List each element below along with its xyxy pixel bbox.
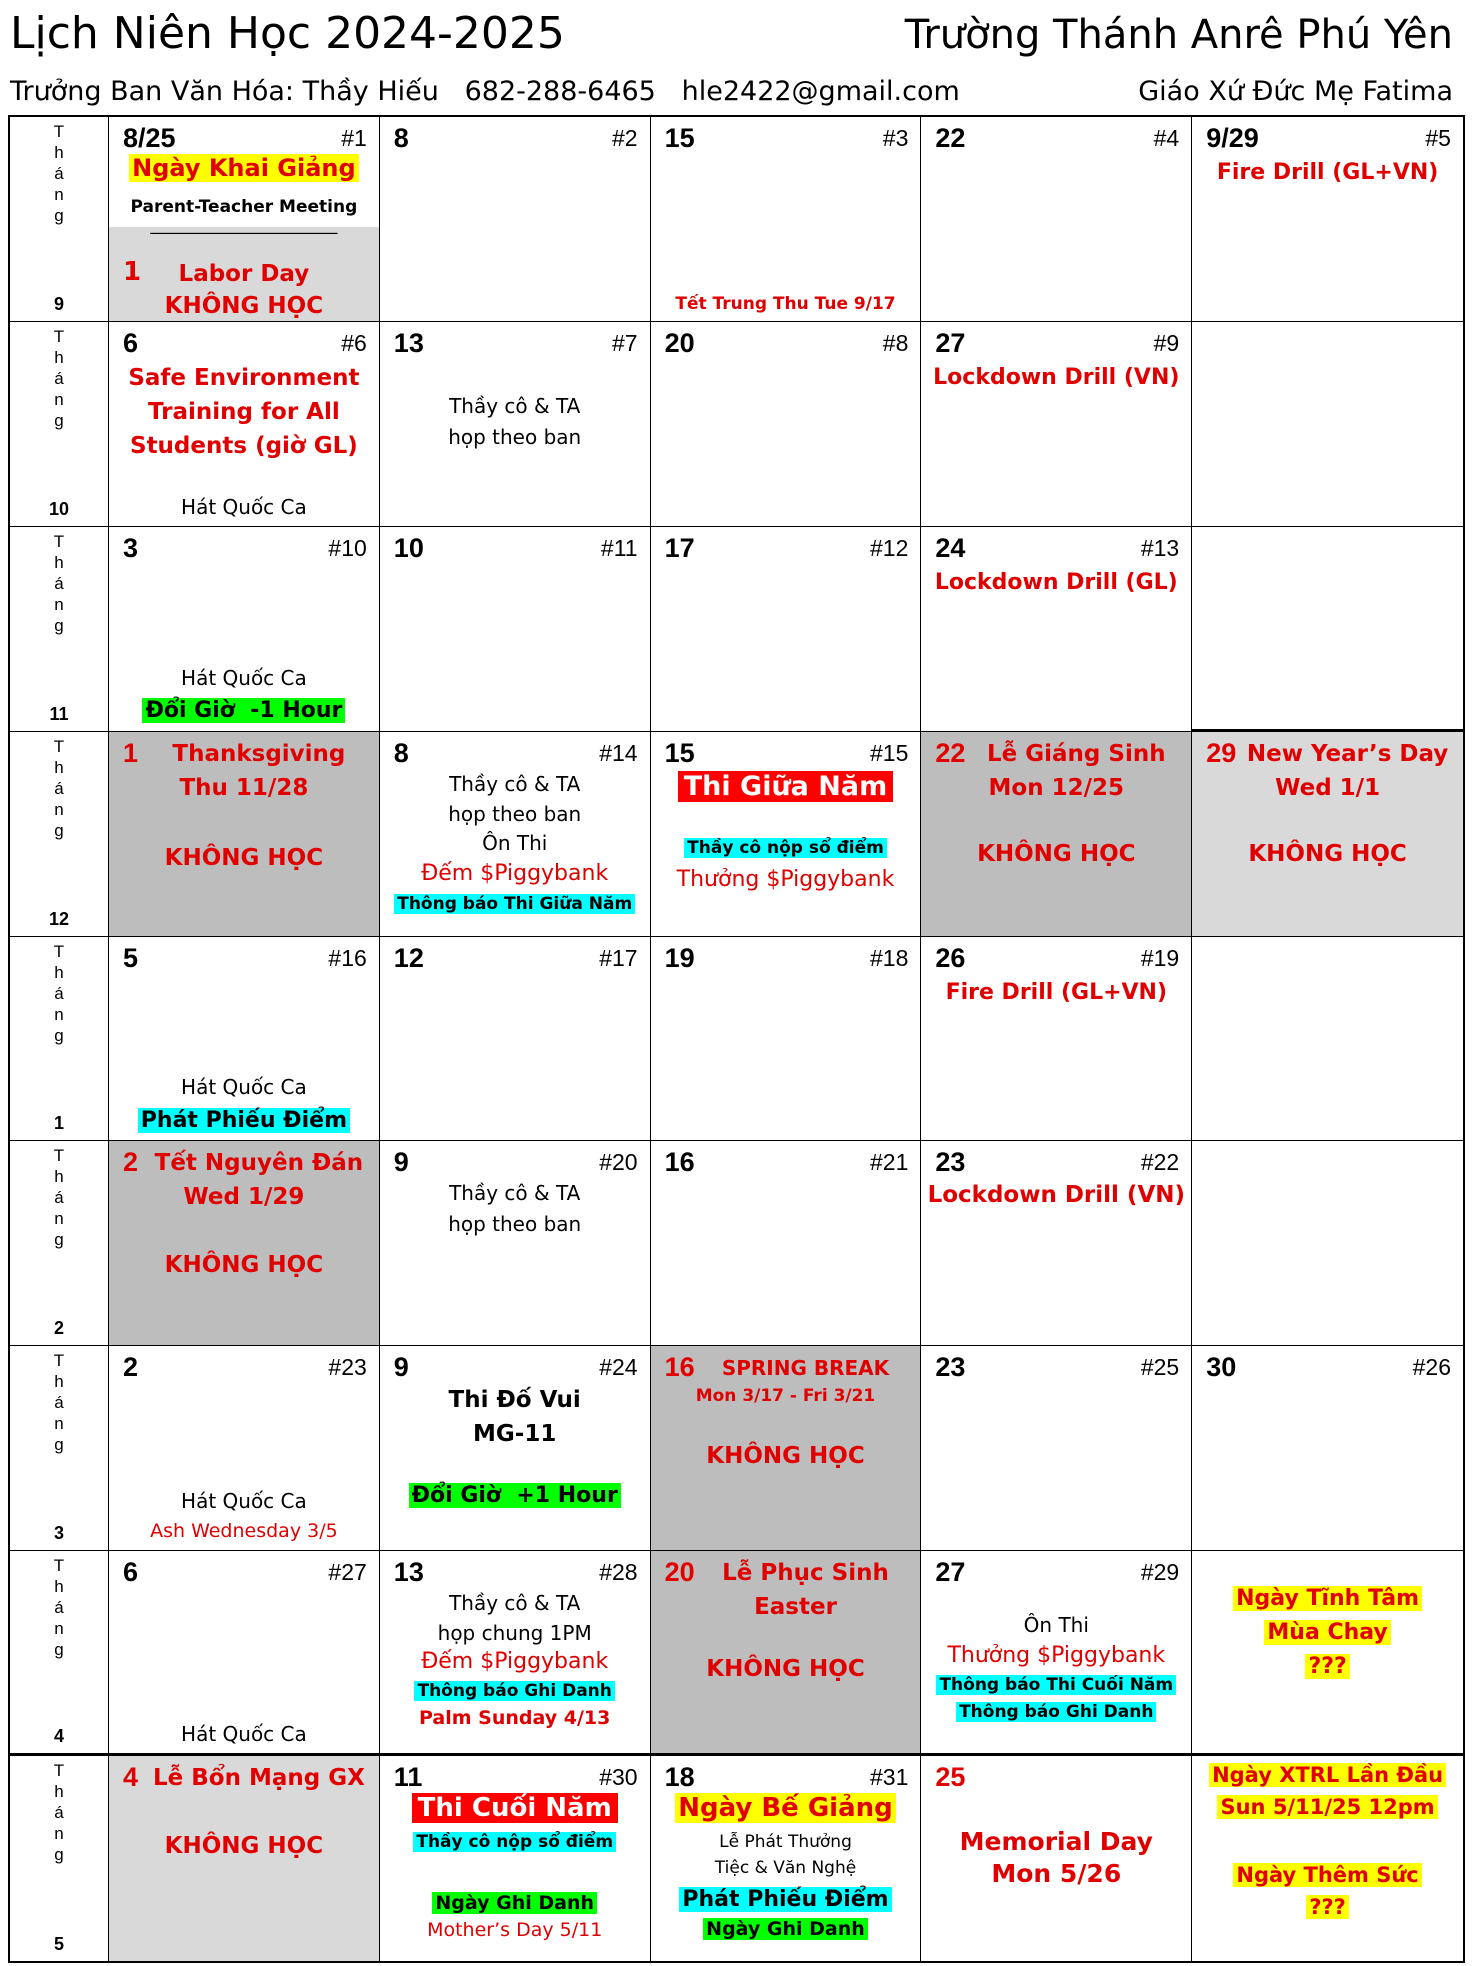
week-number: #25 — [1140, 1354, 1180, 1381]
event-label: Thưởng $Piggybank — [676, 866, 895, 892]
day-number: 10 — [393, 532, 424, 563]
exam-badge: Thi Cuối Năm — [412, 1793, 618, 1823]
notice-badge: Phát Phiếu Điểm — [138, 1108, 350, 1133]
contact-line: Trưởng Ban Văn Hóa: Thầy Hiếu 682-288-6465 hle2422@gmail.com — [10, 76, 960, 107]
event-label: ??? — [1305, 1654, 1349, 1679]
calendar-cell — [380, 322, 651, 527]
week-number: #11 — [600, 534, 638, 561]
week-number: #12 — [870, 534, 909, 561]
day-number: 20 — [664, 1557, 695, 1588]
week-number: #31 — [870, 1764, 909, 1791]
calendar-cell — [921, 1346, 1192, 1551]
calendar-cell — [1192, 1551, 1463, 1756]
no-school-label: KHÔNG HỌC — [977, 840, 1136, 867]
week-number: #21 — [870, 1149, 909, 1176]
day-number: 15 — [664, 123, 695, 153]
calendar-cell — [380, 1756, 651, 1961]
day-number: 22 — [935, 123, 966, 153]
day-number: 8/25 — [123, 123, 176, 153]
calendar-cell — [109, 1551, 380, 1756]
week-number: #3 — [882, 125, 909, 151]
event-label: Thầy cô & TA — [449, 1181, 581, 1206]
week-number: #1 — [341, 125, 367, 151]
event-label: Thu 11/28 — [179, 774, 309, 801]
calendar-cell — [380, 1551, 651, 1756]
calendar-cell — [651, 1551, 922, 1756]
calendar-cell — [109, 1346, 380, 1551]
calendar-cell — [380, 937, 651, 1142]
week-number: #9 — [1153, 329, 1180, 356]
day-number: 23 — [935, 1352, 966, 1383]
day-number: 8 — [393, 123, 409, 153]
event-label: Lễ Bổn Mạng GX — [152, 1765, 365, 1792]
event-label: Students (giờ GL) — [130, 432, 358, 459]
event-label: Memorial Day — [959, 1827, 1153, 1857]
calendar-cell — [1192, 1756, 1463, 1961]
calendar-cell — [921, 117, 1192, 322]
week-number: #10 — [328, 534, 367, 561]
calendar-cell — [380, 117, 651, 322]
calendar-cell — [1192, 117, 1463, 322]
calendar-cell — [1192, 937, 1463, 1142]
event-label: Hát Quốc Ca — [181, 494, 307, 519]
day-number: 20 — [664, 327, 695, 358]
event-label: Mother’s Day 5/11 — [427, 1919, 603, 1942]
week-number: #16 — [328, 944, 367, 971]
day-number: 12 — [393, 942, 424, 973]
day-number: 19 — [664, 942, 695, 973]
event-label: Training for All — [148, 398, 340, 425]
calendar-cell — [921, 937, 1192, 1142]
day-number: 9 — [393, 1147, 409, 1178]
calendar-cell — [380, 732, 651, 937]
day-number: 6 — [123, 1557, 139, 1588]
event-label: Mùa Chay — [1264, 1620, 1390, 1645]
event-label: Đếm $Piggybank — [421, 860, 609, 886]
event-label: Đếm $Piggybank — [421, 1649, 609, 1675]
month-label: T h á n g 3 — [10, 1346, 109, 1551]
day-number: 24 — [935, 532, 966, 563]
week-number: #5 — [1425, 125, 1451, 151]
week-number: #30 — [599, 1764, 638, 1791]
event-label: Fire Drill (GL+VN) — [1216, 160, 1439, 185]
day-number: 8 — [393, 737, 409, 768]
calendar-cell — [380, 1346, 651, 1551]
registration-badge: Ngày Ghi Danh — [432, 1892, 597, 1914]
day-number: 9/29 — [1206, 123, 1259, 153]
no-school-label: KHÔNG HỌC — [164, 1833, 324, 1860]
week-number: #15 — [870, 739, 909, 766]
day-number: 2 — [123, 1147, 139, 1178]
calendar-cell — [651, 322, 922, 527]
week-number: #4 — [1153, 125, 1180, 151]
no-school-label: KHÔNG HỌC — [1248, 840, 1407, 867]
event-label: Mon 12/25 — [988, 774, 1125, 801]
event-label: Lễ Giáng Sinh — [986, 740, 1166, 767]
calendar-grid — [8, 115, 1465, 1963]
week-number: #29 — [1140, 1559, 1180, 1586]
event-label: Ôn Thi — [482, 830, 548, 855]
event-label: Wed 1/1 — [1275, 774, 1381, 801]
day-number: 25 — [935, 1762, 966, 1793]
notice-badge: Thầy cô nộp sổ điểm — [413, 1832, 616, 1852]
event-label: Labor Day — [178, 261, 310, 287]
event-label: Sun 5/11/25 12pm — [1217, 1795, 1437, 1819]
registration-badge: Ngày Ghi Danh — [703, 1918, 868, 1940]
day-number: 11 — [393, 1762, 423, 1793]
event-label: Ngày Tĩnh Tâm — [1233, 1586, 1422, 1611]
calendar-cell — [651, 117, 922, 322]
event-label: họp chung 1PM — [437, 1621, 592, 1646]
day-number: 5 — [123, 942, 139, 973]
notice-badge: Phát Phiếu Điểm — [679, 1887, 891, 1912]
week-number: #7 — [612, 329, 638, 356]
month-label: T h á n g 4 — [10, 1551, 109, 1756]
calendar-cell — [1192, 732, 1463, 937]
event-label: họp theo ban — [448, 1212, 582, 1237]
calendar-cell — [109, 1141, 380, 1346]
day-number: 3 — [123, 532, 139, 563]
event-label: Lockdown Drill (VN) — [927, 1182, 1186, 1209]
event-label: họp theo ban — [448, 801, 582, 826]
week-number: #23 — [328, 1354, 367, 1381]
day-number: 26 — [935, 942, 966, 973]
parish-name: Giáo Xứ Đức Mẹ Fatima — [1138, 76, 1453, 107]
day-number: 16 — [664, 1147, 695, 1178]
event-label: Lockdown Drill (GL) — [934, 569, 1178, 595]
week-number: #22 — [1140, 1149, 1180, 1176]
calendar-cell — [921, 1551, 1192, 1756]
day-number: 22 — [935, 737, 966, 768]
calendar-cell — [109, 732, 380, 937]
event-label: Hát Quốc Ca — [181, 1489, 307, 1514]
no-school-label: KHÔNG HỌC — [706, 1656, 865, 1683]
calendar-cell — [921, 322, 1192, 527]
day-number: 23 — [935, 1147, 966, 1178]
event-label: ??? — [1306, 1895, 1349, 1919]
week-number: #26 — [1412, 1354, 1451, 1381]
notice-badge: Thầy cô nộp sổ điểm — [684, 838, 887, 858]
day-number: 2 — [123, 1352, 139, 1383]
week-number: #18 — [870, 944, 909, 971]
event-label: Mon 5/26 — [991, 1859, 1122, 1889]
event-label: Mon 3/17 - Fri 3/21 — [695, 1386, 876, 1407]
no-school-label: KHÔNG HỌC — [164, 844, 324, 871]
day-number: 18 — [664, 1762, 695, 1793]
event-label: Easter — [754, 1594, 837, 1621]
calendar-cell — [651, 732, 922, 937]
event-label: Thầy cô & TA — [449, 771, 581, 796]
event-label: New Year’s Day — [1246, 740, 1449, 767]
event-label: Ngày Thêm Sức — [1233, 1863, 1421, 1887]
day-number: 6 — [123, 327, 139, 358]
day-number: 29 — [1206, 737, 1237, 768]
page-title: Lịch Niên Học 2024-2025 — [10, 8, 565, 59]
event-label: Ôn Thi — [1023, 1613, 1089, 1638]
calendar-cell — [109, 937, 380, 1142]
calendar-cell — [651, 527, 922, 732]
divider: ______________________ — [150, 215, 338, 235]
day-number: 27 — [935, 1557, 966, 1588]
event-label: họp theo ban — [448, 424, 582, 449]
calendar-cell — [380, 1141, 651, 1346]
calendar-cell — [1192, 1141, 1463, 1346]
calendar-cell — [651, 937, 922, 1142]
event-label: Ash Wednesday 3/5 — [150, 1520, 338, 1543]
calendar-cell — [109, 322, 380, 527]
event-label: Ngày Khai Giảng — [129, 154, 359, 182]
school-name: Trường Thánh Anrê Phú Yên — [904, 12, 1453, 58]
day-number: 13 — [393, 327, 424, 358]
calendar-cell — [109, 1756, 380, 1961]
event-label: Hát Quốc Ca — [181, 665, 307, 690]
calendar-cell — [651, 1141, 922, 1346]
week-number: #28 — [599, 1559, 638, 1586]
day-number: 27 — [935, 327, 966, 358]
calendar-cell — [380, 527, 651, 732]
event-label: Hát Quốc Ca — [181, 1722, 307, 1747]
notice-badge: Thông báo Thi Giữa Năm — [394, 894, 635, 914]
notice-badge: Thông báo Ghi Danh — [956, 1702, 1156, 1722]
no-school-label: KHÔNG HỌC — [706, 1443, 865, 1470]
day-number: 30 — [1206, 1352, 1237, 1383]
time-change-badge: Đổi Giờ +1 Hour — [409, 1483, 621, 1508]
day-number: 16 — [664, 1352, 695, 1383]
event-label: Lễ Phát Thưởng — [719, 1832, 852, 1853]
event-label: Thưởng $Piggybank — [947, 1643, 1166, 1669]
calendar-cell — [651, 1756, 922, 1961]
day-number: 4 — [123, 1762, 139, 1793]
event-label: Lễ Phục Sinh — [722, 1560, 889, 1587]
week-number: #17 — [599, 944, 638, 971]
event-label: Parent-Teacher Meeting — [130, 197, 358, 217]
event-label: Thầy cô & TA — [449, 1591, 581, 1616]
month-label: T h á n g 11 — [10, 527, 109, 732]
calendar-cell — [921, 527, 1192, 732]
event-label: Thanksgiving — [172, 740, 346, 767]
day-number: 9 — [393, 1352, 409, 1383]
event-label: Safe Environment — [128, 364, 360, 391]
week-number: #8 — [882, 329, 909, 356]
day-number: 13 — [393, 1557, 424, 1588]
event-label: Ngày Bế Giảng — [675, 1793, 896, 1823]
event-label: Tết Trung Thu Tue 9/17 — [675, 293, 896, 314]
calendar-cell — [1192, 1346, 1463, 1551]
calendar-cell — [921, 1756, 1192, 1961]
week-number: #6 — [341, 329, 367, 356]
week-number: #24 — [599, 1354, 638, 1381]
calendar-cell — [1192, 527, 1463, 732]
day-number: 1 — [123, 257, 142, 287]
day-number: 15 — [664, 737, 695, 768]
no-school-label: KHÔNG HỌC — [164, 1252, 324, 1279]
event-label: Thi Đố Vui — [448, 1387, 581, 1414]
calendar-cell — [109, 117, 380, 322]
day-number: 17 — [664, 532, 695, 563]
week-number: #19 — [1140, 944, 1180, 971]
day-number: 1 — [123, 737, 139, 768]
event-label: Wed 1/29 — [183, 1184, 305, 1211]
calendar-cell — [651, 1346, 922, 1551]
event-label: Fire Drill (GL+VN) — [945, 979, 1168, 1005]
time-change-badge: Đổi Giờ -1 Hour — [142, 698, 345, 723]
calendar-cell — [921, 1141, 1192, 1346]
event-label: MG-11 — [473, 1421, 557, 1448]
event-label: Tiệc & Văn Nghệ — [714, 1858, 857, 1879]
calendar-cell — [921, 732, 1192, 937]
week-number: #2 — [612, 125, 638, 151]
week-number: #13 — [1140, 534, 1180, 561]
event-label: Ngày XTRL Lần Đầu — [1209, 1763, 1446, 1787]
notice-badge: Thông báo Thi Cuối Năm — [936, 1675, 1176, 1695]
notice-badge: Thông báo Ghi Danh — [414, 1681, 614, 1701]
week-number: #27 — [328, 1559, 367, 1586]
month-label: T h á n g 1 — [10, 937, 109, 1142]
calendar-cell — [1192, 322, 1463, 527]
month-label: T h á n g 2 — [10, 1141, 109, 1346]
month-label: T h á n g 9 — [10, 117, 109, 322]
exam-badge: Thi Giữa Năm — [678, 771, 894, 802]
month-label: T h á n g 5 — [10, 1756, 109, 1961]
event-label: Hát Quốc Ca — [181, 1075, 307, 1100]
event-label: Thầy cô & TA — [449, 393, 581, 418]
calendar-cell — [109, 527, 380, 732]
month-label: T h á n g 10 — [10, 322, 109, 527]
event-label: Tết Nguyên Đán — [154, 1150, 364, 1177]
event-label: Palm Sunday 4/13 — [419, 1707, 611, 1730]
week-number: #20 — [599, 1149, 638, 1176]
month-label: T h á n g 12 — [10, 732, 109, 937]
event-label: KHÔNG HỌC — [164, 293, 324, 319]
event-label: Lockdown Drill (VN) — [933, 364, 1180, 390]
week-number: #14 — [599, 739, 638, 766]
event-label: SPRING BREAK — [721, 1356, 890, 1381]
